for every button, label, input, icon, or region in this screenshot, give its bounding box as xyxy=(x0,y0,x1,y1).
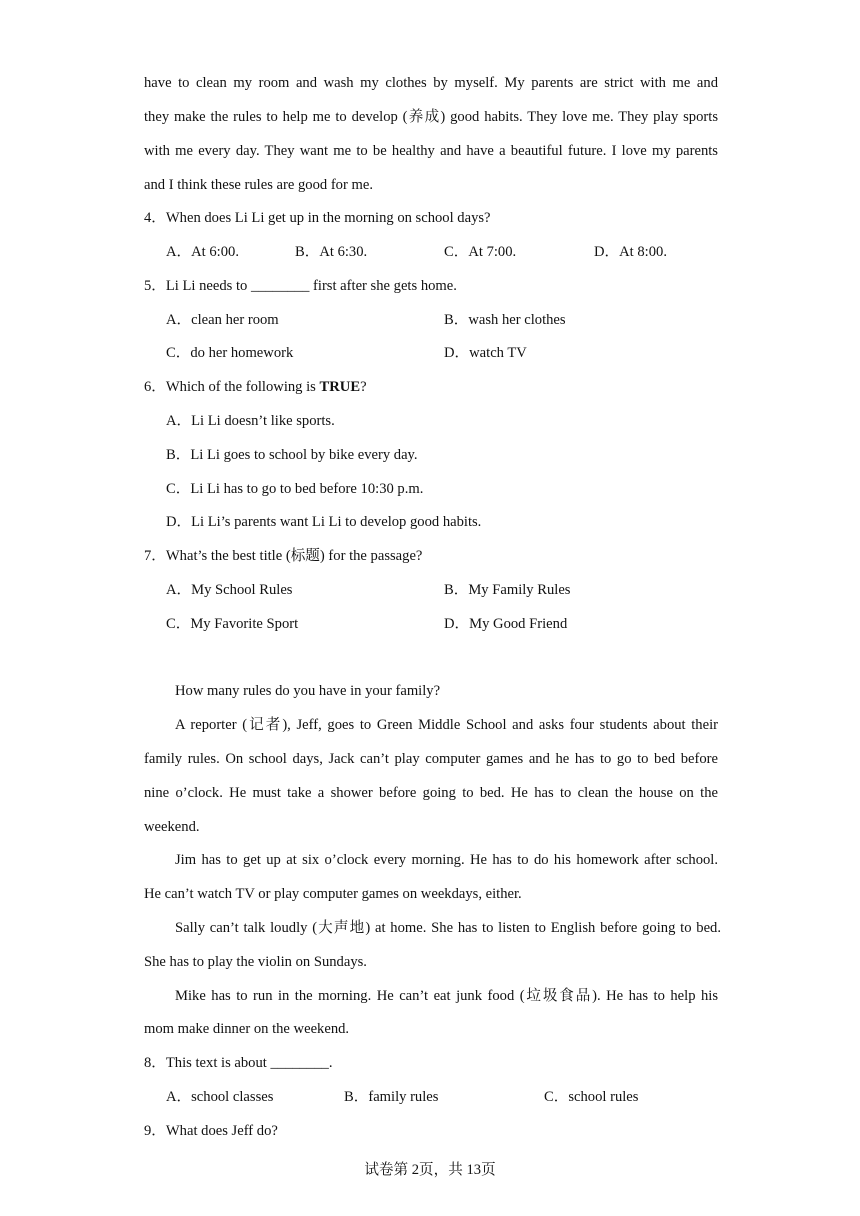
question-4-stem: 4．When does Li Li get up in the morning on school days? xyxy=(144,210,491,226)
passage-line: A reporter (记者), Jeff, goes to Green Middle School and asks four students about their xyxy=(175,717,718,733)
passage-line: Jim has to get up at six o’clock every morning. He has to do his homework after school. xyxy=(175,852,718,868)
q4-option-b: B．At 6:30. xyxy=(295,244,368,260)
question-5-stem: 5．Li Li needs to ________ first after she gets home. xyxy=(144,278,457,294)
passage-line: mom make dinner on the weekend. xyxy=(144,1021,350,1037)
q6-option-c: C．Li Li has to go to bed before 10:30 p.m. xyxy=(166,481,424,497)
q6-option-b: B．Li Li goes to school by bike every day. xyxy=(166,447,418,463)
q8-option-a: A．school classes xyxy=(166,1089,274,1105)
passage-line: have to clean my room and wash my clothes by myself. My parents are strict with me and xyxy=(144,75,718,91)
q6-stem-post: ? xyxy=(360,379,367,395)
question-9-stem: 9．What does Jeff do? xyxy=(144,1123,278,1139)
passage-line: family rules. On school days, Jack can’t play computer games and he has to go to bed before xyxy=(144,751,718,767)
q4-option-a: A．At 6:00. xyxy=(166,244,239,260)
q5-option-a: A．clean her room xyxy=(166,312,279,328)
passage-line: and I think these rules are good for me. xyxy=(144,177,373,193)
q5-option-c: C．do her homework xyxy=(166,345,294,361)
q7-option-d: D．My Good Friend xyxy=(444,616,568,632)
q6-option-a: A．Li Li doesn’t like sports. xyxy=(166,413,335,429)
passage-line: Sally can’t talk loudly (大声地) at home. She has to listen to English before going to bed. xyxy=(175,920,721,936)
q6-stem-pre: 6．Which of the following is xyxy=(144,379,320,395)
q7-option-a: A．My School Rules xyxy=(166,582,293,598)
q4-option-d: D．At 8:00. xyxy=(594,244,667,260)
q5-option-b: B．wash her clothes xyxy=(444,312,566,328)
question-7-stem: 7．What’s the best title (标题) for the passage? xyxy=(144,548,423,564)
passage-line: Mike has to run in the morning. He can’t eat junk food (垃圾食品). He has to help his xyxy=(175,988,718,1004)
q8-option-c: C．school rules xyxy=(544,1089,639,1105)
passage-line: they make the rules to help me to develop (养成) good habits. They love me. They play sports xyxy=(144,109,718,125)
q4-option-c: C．At 7:00. xyxy=(444,244,517,260)
passage-line: with me every day. They want me to be healthy and have a beautiful future. I love my parents xyxy=(144,143,718,159)
passage-line: nine o’clock. He must take a shower before going to bed. He has to clean the house on the xyxy=(144,785,718,801)
passage-line: He can’t watch TV or play computer games on weekdays, either. xyxy=(144,886,522,902)
q5-option-d: D．watch TV xyxy=(444,345,527,361)
passage-2-title: How many rules do you have in your family? xyxy=(175,683,441,699)
page-footer: 试卷第 2页，共 13页 xyxy=(364,1162,496,1178)
q8-option-b: B．family rules xyxy=(344,1089,439,1105)
q6-stem-bold: TRUE xyxy=(319,379,361,395)
q7-option-b: B．My Family Rules xyxy=(444,582,571,598)
passage-line: She has to play the violin on Sundays. xyxy=(144,954,367,970)
q6-option-d: D．Li Li’s parents want Li Li to develop good habits. xyxy=(166,514,482,530)
question-8-stem: 8．This text is about ________. xyxy=(144,1055,333,1071)
question-6-stem xyxy=(144,377,367,397)
passage-line: weekend. xyxy=(144,819,200,835)
q7-option-c: C．My Favorite Sport xyxy=(166,616,299,632)
